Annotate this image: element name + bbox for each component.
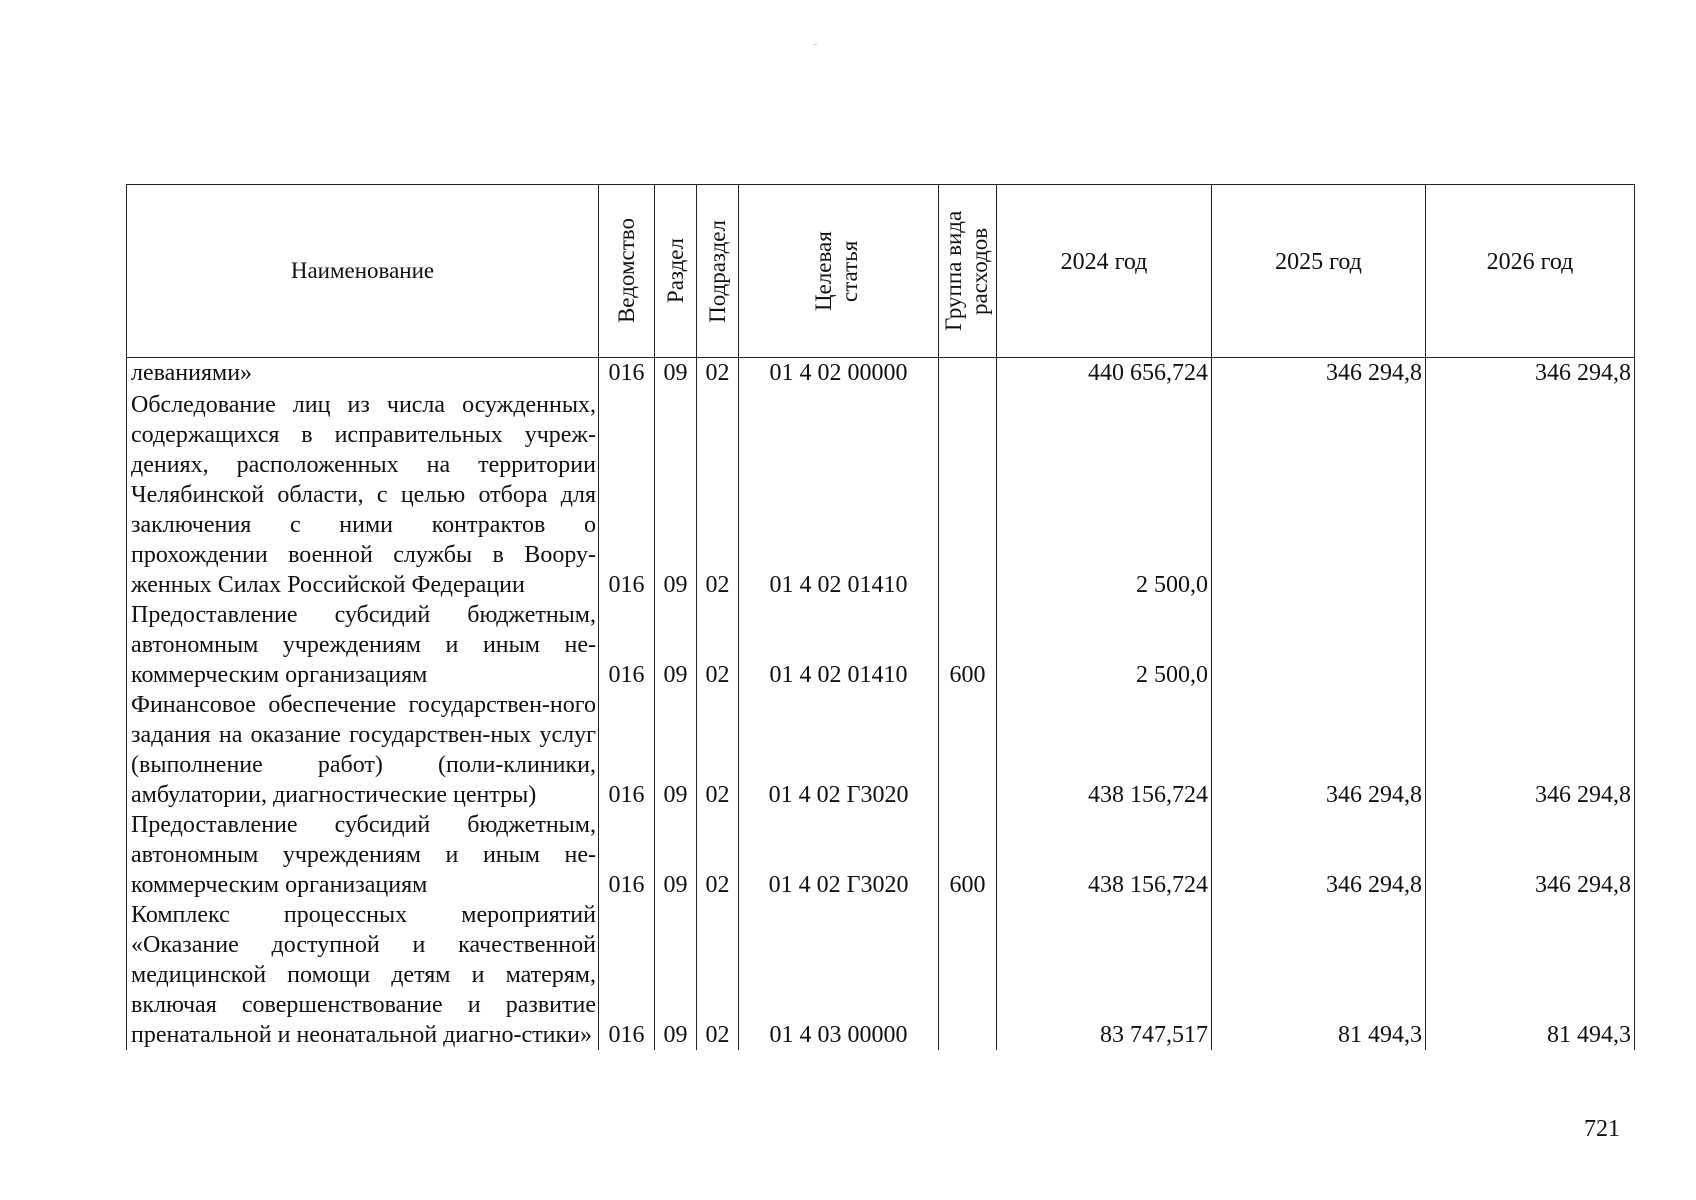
row-2024: 438 156,724 bbox=[997, 690, 1212, 810]
row-name: Предоставление субсидий бюджетным, автономным учреждениям и иным не-коммерческим организациям bbox=[127, 810, 599, 900]
row-2026: 81 494,3 bbox=[1426, 900, 1635, 1050]
row-tselevaya-statya: 01 4 03 00000 bbox=[739, 900, 939, 1050]
row-vedomstvo: 016 bbox=[599, 390, 655, 600]
row-2026: 346 294,8 bbox=[1426, 358, 1635, 390]
row-razdel: 09 bbox=[655, 358, 697, 390]
row-2026: 346 294,8 bbox=[1426, 690, 1635, 810]
row-2025: 346 294,8 bbox=[1212, 810, 1426, 900]
table-row bbox=[127, 900, 1635, 1050]
row-vedomstvo: 016 bbox=[599, 358, 655, 390]
header-name-label: Наименование bbox=[290, 258, 435, 283]
row-razdel: 09 bbox=[655, 390, 697, 600]
scan-speck bbox=[814, 44, 817, 45]
row-podrazdel: 02 bbox=[697, 390, 739, 600]
row-vedomstvo: 016 bbox=[599, 810, 655, 900]
row-gruppa bbox=[939, 358, 997, 390]
header-name bbox=[127, 185, 599, 358]
row-vedomstvo: 016 bbox=[599, 900, 655, 1050]
row-2025 bbox=[1212, 600, 1426, 690]
row-2025: 346 294,8 bbox=[1212, 690, 1426, 810]
row-2025: 81 494,3 bbox=[1212, 900, 1426, 1050]
table-row bbox=[127, 390, 1635, 600]
row-2024: 2 500,0 bbox=[997, 600, 1212, 690]
row-podrazdel: 02 bbox=[697, 900, 739, 1050]
table-row bbox=[127, 690, 1635, 810]
row-razdel: 09 bbox=[655, 900, 697, 1050]
row-2026: 346 294,8 bbox=[1426, 810, 1635, 900]
row-gruppa bbox=[939, 690, 997, 810]
row-tselevaya-statya: 01 4 02 01410 bbox=[739, 600, 939, 690]
row-podrazdel: 02 bbox=[697, 690, 739, 810]
row-2026 bbox=[1426, 600, 1635, 690]
header-2025-label: 2025 год bbox=[1275, 249, 1362, 275]
row-gruppa bbox=[939, 900, 997, 1050]
row-2025 bbox=[1212, 390, 1426, 600]
page-number: 721 bbox=[1584, 1116, 1620, 1142]
row-podrazdel: 02 bbox=[697, 358, 739, 390]
row-podrazdel: 02 bbox=[697, 810, 739, 900]
budget-table bbox=[126, 184, 1635, 1050]
table-header bbox=[127, 185, 1635, 358]
header-2024 bbox=[997, 185, 1212, 358]
row-2025: 346 294,8 bbox=[1212, 358, 1426, 390]
header-razdel bbox=[655, 185, 697, 358]
row-tselevaya-statya: 01 4 02 01410 bbox=[739, 390, 939, 600]
header-2026 bbox=[1426, 185, 1635, 358]
table-row bbox=[127, 600, 1635, 690]
header-2026-label: 2026 год bbox=[1486, 249, 1574, 275]
row-name: Финансовое обеспечение государствен-ного задания на оказание государствен-ных услуг (выполнение работ) (поли-клиники, амбулатории, диагностические центры) bbox=[127, 690, 599, 810]
row-name: Комплекс процессных мероприятий «Оказание доступной и качественной медицинской помощи детям и матерям, включая совершенствование и развитие пренатальной и неонатальной диагно-стики» bbox=[127, 900, 599, 1050]
row-name: леваниями» bbox=[127, 358, 599, 390]
header-tselevaya-statya bbox=[739, 185, 939, 358]
header-gruppa-vida-raskhodov bbox=[939, 185, 997, 358]
header-gruppa-label: Группа вида расходов bbox=[940, 210, 992, 332]
header-podrazdel-label: Подраздел bbox=[704, 219, 730, 323]
row-2026 bbox=[1426, 390, 1635, 600]
row-razdel: 09 bbox=[655, 600, 697, 690]
row-vedomstvo: 016 bbox=[599, 690, 655, 810]
table-body bbox=[127, 358, 1635, 1050]
row-vedomstvo: 016 bbox=[599, 600, 655, 690]
row-2024: 438 156,724 bbox=[997, 810, 1212, 900]
table-row bbox=[127, 810, 1635, 900]
row-gruppa bbox=[939, 390, 997, 600]
row-gruppa: 600 bbox=[939, 600, 997, 690]
row-name: Предоставление субсидий бюджетным, автономным учреждениям и иным не-коммерческим организациям bbox=[127, 600, 599, 690]
row-gruppa: 600 bbox=[939, 810, 997, 900]
header-vedomstvo-label: Ведомство bbox=[613, 218, 639, 324]
row-2024: 2 500,0 bbox=[997, 390, 1212, 600]
table-row bbox=[127, 358, 1635, 390]
row-tselevaya-statya: 01 4 02 00000 bbox=[739, 358, 939, 390]
header-tselevaya-statya-label: Целевая статья bbox=[810, 231, 862, 311]
row-name: Обследование лиц из числа осужденных, содержащихся в исправительных учреж-дениях, расположенных на территории Челябинской области, с целью отбора для заключения с ними контрактов о прохождении военной службы в Воору-женных Силах Российской Федерации bbox=[127, 390, 599, 600]
header-2025 bbox=[1212, 185, 1426, 358]
header-razdel-label: Раздел bbox=[662, 238, 688, 304]
row-podrazdel: 02 bbox=[697, 600, 739, 690]
header-podrazdel bbox=[697, 185, 739, 358]
row-tselevaya-statya: 01 4 02 Г3020 bbox=[739, 810, 939, 900]
header-row bbox=[127, 185, 1635, 358]
header-2024-label: 2024 год bbox=[1060, 249, 1148, 275]
row-2024: 83 747,517 bbox=[997, 900, 1212, 1050]
row-razdel: 09 bbox=[655, 810, 697, 900]
row-razdel: 09 bbox=[655, 690, 697, 810]
header-vedomstvo bbox=[599, 185, 655, 358]
row-2024: 440 656,724 bbox=[997, 358, 1212, 390]
row-tselevaya-statya: 01 4 02 Г3020 bbox=[739, 690, 939, 810]
